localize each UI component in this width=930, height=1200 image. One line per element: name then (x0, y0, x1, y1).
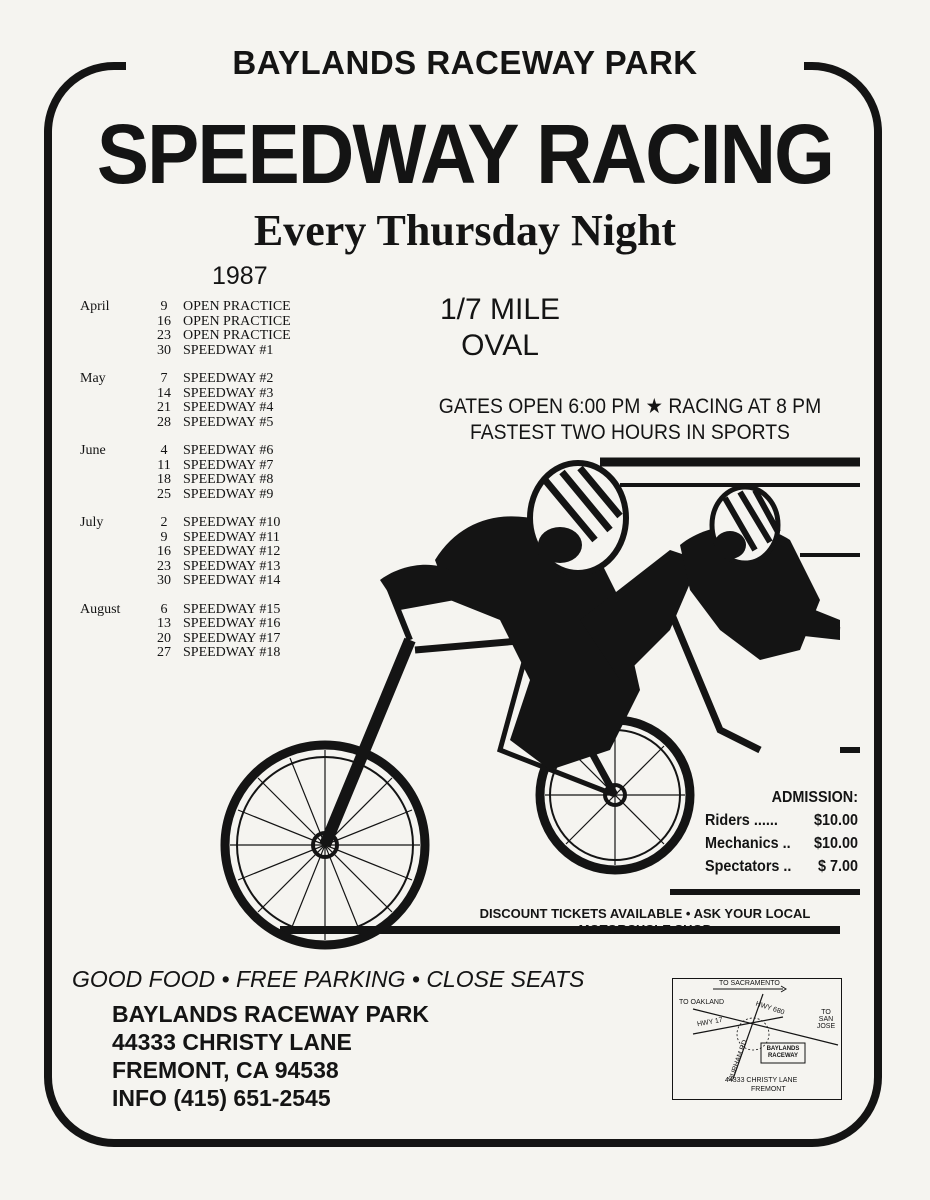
race-event: OPEN PRACTICE (183, 328, 291, 343)
race-date: 2 (160, 515, 168, 530)
month-name: April (80, 299, 110, 314)
map-city: FREMONT (751, 1086, 786, 1093)
race-date: 18 (157, 472, 171, 487)
race-date: 25 (157, 486, 171, 502)
discount-notice (430, 906, 860, 938)
map-street: 44333 CHRISTY LANE (725, 1077, 798, 1084)
race-date: 9 (160, 529, 168, 545)
price-label: Spectators .. (705, 858, 792, 875)
race-event: SPEEDWAY #1 (183, 342, 274, 358)
race-event: SPEEDWAY #15 (183, 601, 281, 617)
venue-address (112, 1000, 429, 1112)
gates-tagline: FASTEST TWO HOURS IN SPORTS (470, 421, 790, 444)
race-date: 23 (157, 558, 171, 574)
track-length: 1/7 MILE (439, 293, 561, 326)
map-marker-raceway: BAYLANDS RACEWAY (766, 1046, 800, 1059)
price-label: Mechanics .. (705, 835, 791, 852)
schedule-row (80, 344, 340, 359)
race-event: SPEEDWAY #13 (183, 558, 281, 574)
admission-prices (705, 786, 858, 878)
race-event: SPEEDWAY #18 (183, 645, 281, 660)
race-date: 13 (157, 616, 171, 631)
price-value: $ 7.00 (817, 858, 858, 875)
amenities-line: GOOD FOOD • FREE PARKING • CLOSE SEATS (72, 966, 585, 992)
month-name: June (80, 443, 106, 458)
price-row (705, 855, 858, 878)
price-value: $10.00 (813, 835, 858, 852)
main-title: SPEEDWAY RACING (96, 107, 834, 201)
schedule-month (80, 300, 340, 358)
map-label-durham: DURHAM RD (727, 1039, 749, 1082)
race-event: SPEEDWAY #3 (183, 385, 274, 401)
month-name: May (80, 371, 106, 386)
schedule-row (80, 315, 340, 330)
map-label-san-jose: TO SAN JOSE (816, 1009, 836, 1030)
map-label-oakland: TO OAKLAND (679, 999, 724, 1006)
month-name: July (80, 515, 104, 530)
map-label-hwy-680: HWY 680 (754, 1000, 786, 1017)
race-event: SPEEDWAY #5 (183, 414, 274, 430)
schedule-row (80, 416, 340, 431)
race-event: SPEEDWAY #14 (183, 573, 281, 588)
track-shape: OVAL (461, 329, 539, 362)
race-date: 30 (157, 342, 171, 358)
race-event: SPEEDWAY #17 (183, 630, 281, 646)
price-label: Riders ...... (705, 812, 778, 829)
address-phone: INFO (415) 651-2545 (112, 1085, 331, 1111)
map-label-hwy-17: HWY 17 (696, 1016, 724, 1029)
race-date: 9 (160, 299, 168, 314)
price-value: $10.00 (813, 812, 858, 829)
discount-line-2: MOTORCYCLE SHOP (578, 922, 712, 937)
race-event: SPEEDWAY #2 (183, 371, 274, 386)
address-street: 44333 CHRISTY LANE (112, 1029, 352, 1055)
race-event: SPEEDWAY #10 (183, 515, 281, 530)
race-event: SPEEDWAY #9 (183, 486, 274, 502)
gates-times: GATES OPEN 6:00 PM ★ RACING AT 8 PM (438, 395, 822, 418)
race-date: 16 (157, 313, 171, 329)
race-event: SPEEDWAY #11 (183, 529, 280, 545)
admission-title: ADMISSION: (771, 789, 858, 806)
month-name: August (80, 601, 121, 617)
price-row (705, 809, 858, 832)
race-event: SPEEDWAY #16 (183, 616, 281, 631)
race-date: 21 (157, 400, 171, 415)
race-date: 30 (157, 573, 171, 588)
gates-info (414, 394, 846, 446)
race-date: 4 (160, 443, 168, 458)
race-event: SPEEDWAY #4 (183, 400, 274, 415)
speedway-riders-illustration (200, 450, 860, 960)
schedule-row (80, 401, 340, 416)
race-event: OPEN PRACTICE (183, 313, 291, 329)
map-label-sacramento: TO SACRAMENTO (719, 980, 780, 987)
address-name: BAYLANDS RACEWAY PARK (112, 1001, 429, 1027)
race-date: 27 (157, 645, 171, 660)
price-row (705, 832, 858, 855)
race-date: 11 (157, 457, 171, 473)
discount-line-1: DISCOUNT TICKETS AVAILABLE • ASK YOUR LOCAL (479, 906, 811, 921)
race-event: OPEN PRACTICE (183, 299, 291, 314)
race-date: 6 (160, 601, 168, 617)
schedule-month (80, 372, 340, 430)
subtitle: Every Thursday Night (253, 206, 677, 255)
race-event: SPEEDWAY #6 (183, 443, 274, 458)
race-date: 20 (157, 630, 171, 646)
venue-header: BAYLANDS RACEWAY PARK (232, 44, 698, 81)
schedule-row (80, 387, 340, 402)
schedule-row (80, 329, 340, 344)
season-year: 1987 (212, 262, 268, 290)
location-map (672, 978, 842, 1100)
track-info (405, 292, 595, 364)
race-date: 23 (157, 328, 171, 343)
race-event: SPEEDWAY #12 (183, 544, 281, 559)
race-date: 14 (157, 385, 171, 401)
race-date: 16 (157, 544, 171, 559)
race-date: 7 (160, 371, 168, 386)
race-event: SPEEDWAY #7 (183, 457, 274, 473)
race-event: SPEEDWAY #8 (183, 472, 274, 487)
race-date: 28 (157, 414, 171, 430)
address-city: FREMONT, CA 94538 (112, 1057, 339, 1083)
